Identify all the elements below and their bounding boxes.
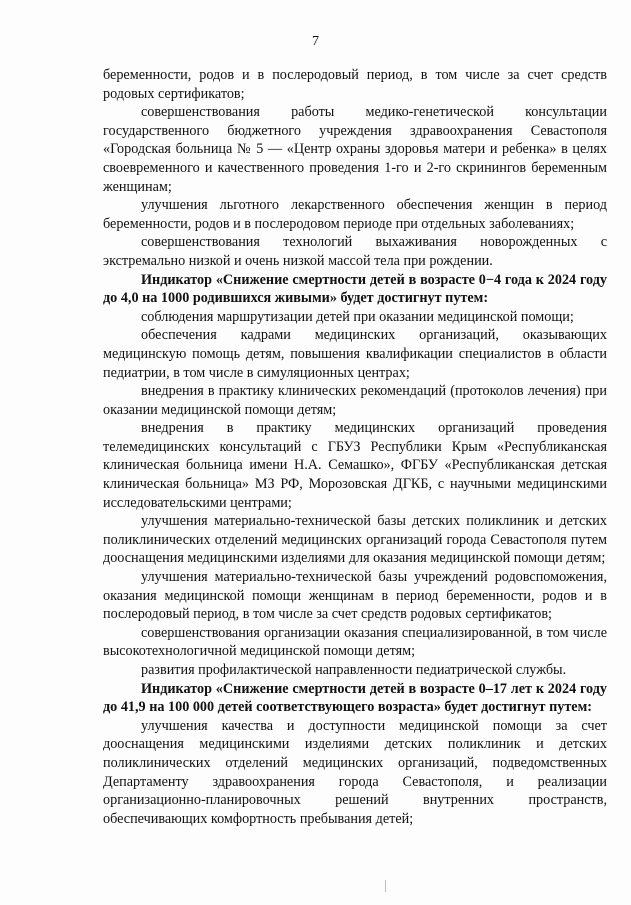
paragraph: совершенствования технологий выхаживания новорожденных с экстремально низкой и очень низкой массой тела при рождении. bbox=[103, 234, 607, 269]
paragraph: соблюдения маршрутизации детей при оказании медицинской помощи; bbox=[141, 308, 574, 325]
paragraph: улучшения качества и доступности медицинской помощи за счет дооснащения медицинскими изделиями детских поликлиник и детских поликлинических отделений медицинских организаций, подведомственных Департаменту здравоохранения города Севастополя, и реализации организационно-планировочных решений внутренних пространств, обеспечивающих комфортность пребывания детей; bbox=[103, 717, 607, 827]
indicator-heading: Индикатор «Снижение смертности детей в возрасте 0−4 года к 2024 году до 4,0 на 1000 родившихся живыми» будет достигнут путем: bbox=[103, 271, 607, 307]
paragraph: обеспечения кадрами медицинских организаций, оказывающих медицинскую помощь детям, повышения квалификации специалистов в области педиатрии, в том числе в симуляционных центрах; bbox=[103, 327, 607, 381]
document-body bbox=[103, 66, 607, 828]
paragraph: внедрения в практику клинических рекомендаций (протоколов лечения) при оказании медицинской помощи детям; bbox=[103, 383, 607, 418]
paragraph: беременности, родов и в послеродовый период, в том числе за счет средств родовых сертификатов; bbox=[103, 67, 607, 102]
paragraph: совершенствования организации оказания специализированной, в том числе высокотехнологичной медицинской помощи детям; bbox=[103, 624, 607, 660]
paragraph: улучшения материально-технической базы учреждений родовспоможения, оказания медицинской помощи женщинам в период беременности, родов и в послеродовый период, в том числе за счет средств родовых сертификатов; bbox=[103, 569, 607, 623]
paragraph: развития профилактической направленности педиатрической службы. bbox=[141, 662, 567, 678]
paragraph: улучшения материально-технической базы детских поликлиник и детских поликлинических отделений медицинских организаций города Севастополя путем дооснащения медицинскими изделиями для оказания медицинской помощи детям; bbox=[103, 513, 607, 567]
paragraph: совершенствования работы медико-генетической консультации государственного бюджетного учреждения здравоохранения Севастополя «Городская больница № 5 — «Центр охраны здоровья матери и ребенка» в целях своевременного и качественного проведения 1-го и 2-го скринингов беременным женщинам; bbox=[103, 104, 607, 195]
paragraph: внедрения в практику медицинских организаций проведения телемедицинских консультаций с ГБУЗ Республики Крым «Республиканская клиническая больница имени Н.А. Семашко», ФГБУ «Республиканская детская клиническая больница» МЗ РФ, Морозовская ДГКБ, с научными медицинскими исследовательскими центрами; bbox=[103, 420, 607, 511]
indicator-heading: Индикатор «Снижение смертности детей в возрасте 0–17 лет к 2024 году до 41,9 на 100 000 детей соответствующего возраста» будет достигнут путем: bbox=[103, 680, 607, 716]
paragraph: улучшения льготного лекарственного обеспечения женщин в период беременности, родов и в послеродовом периоде при отдельных заболеваниях; bbox=[103, 197, 607, 232]
scan-artifact bbox=[385, 880, 396, 892]
page-number: 7 bbox=[312, 34, 319, 49]
